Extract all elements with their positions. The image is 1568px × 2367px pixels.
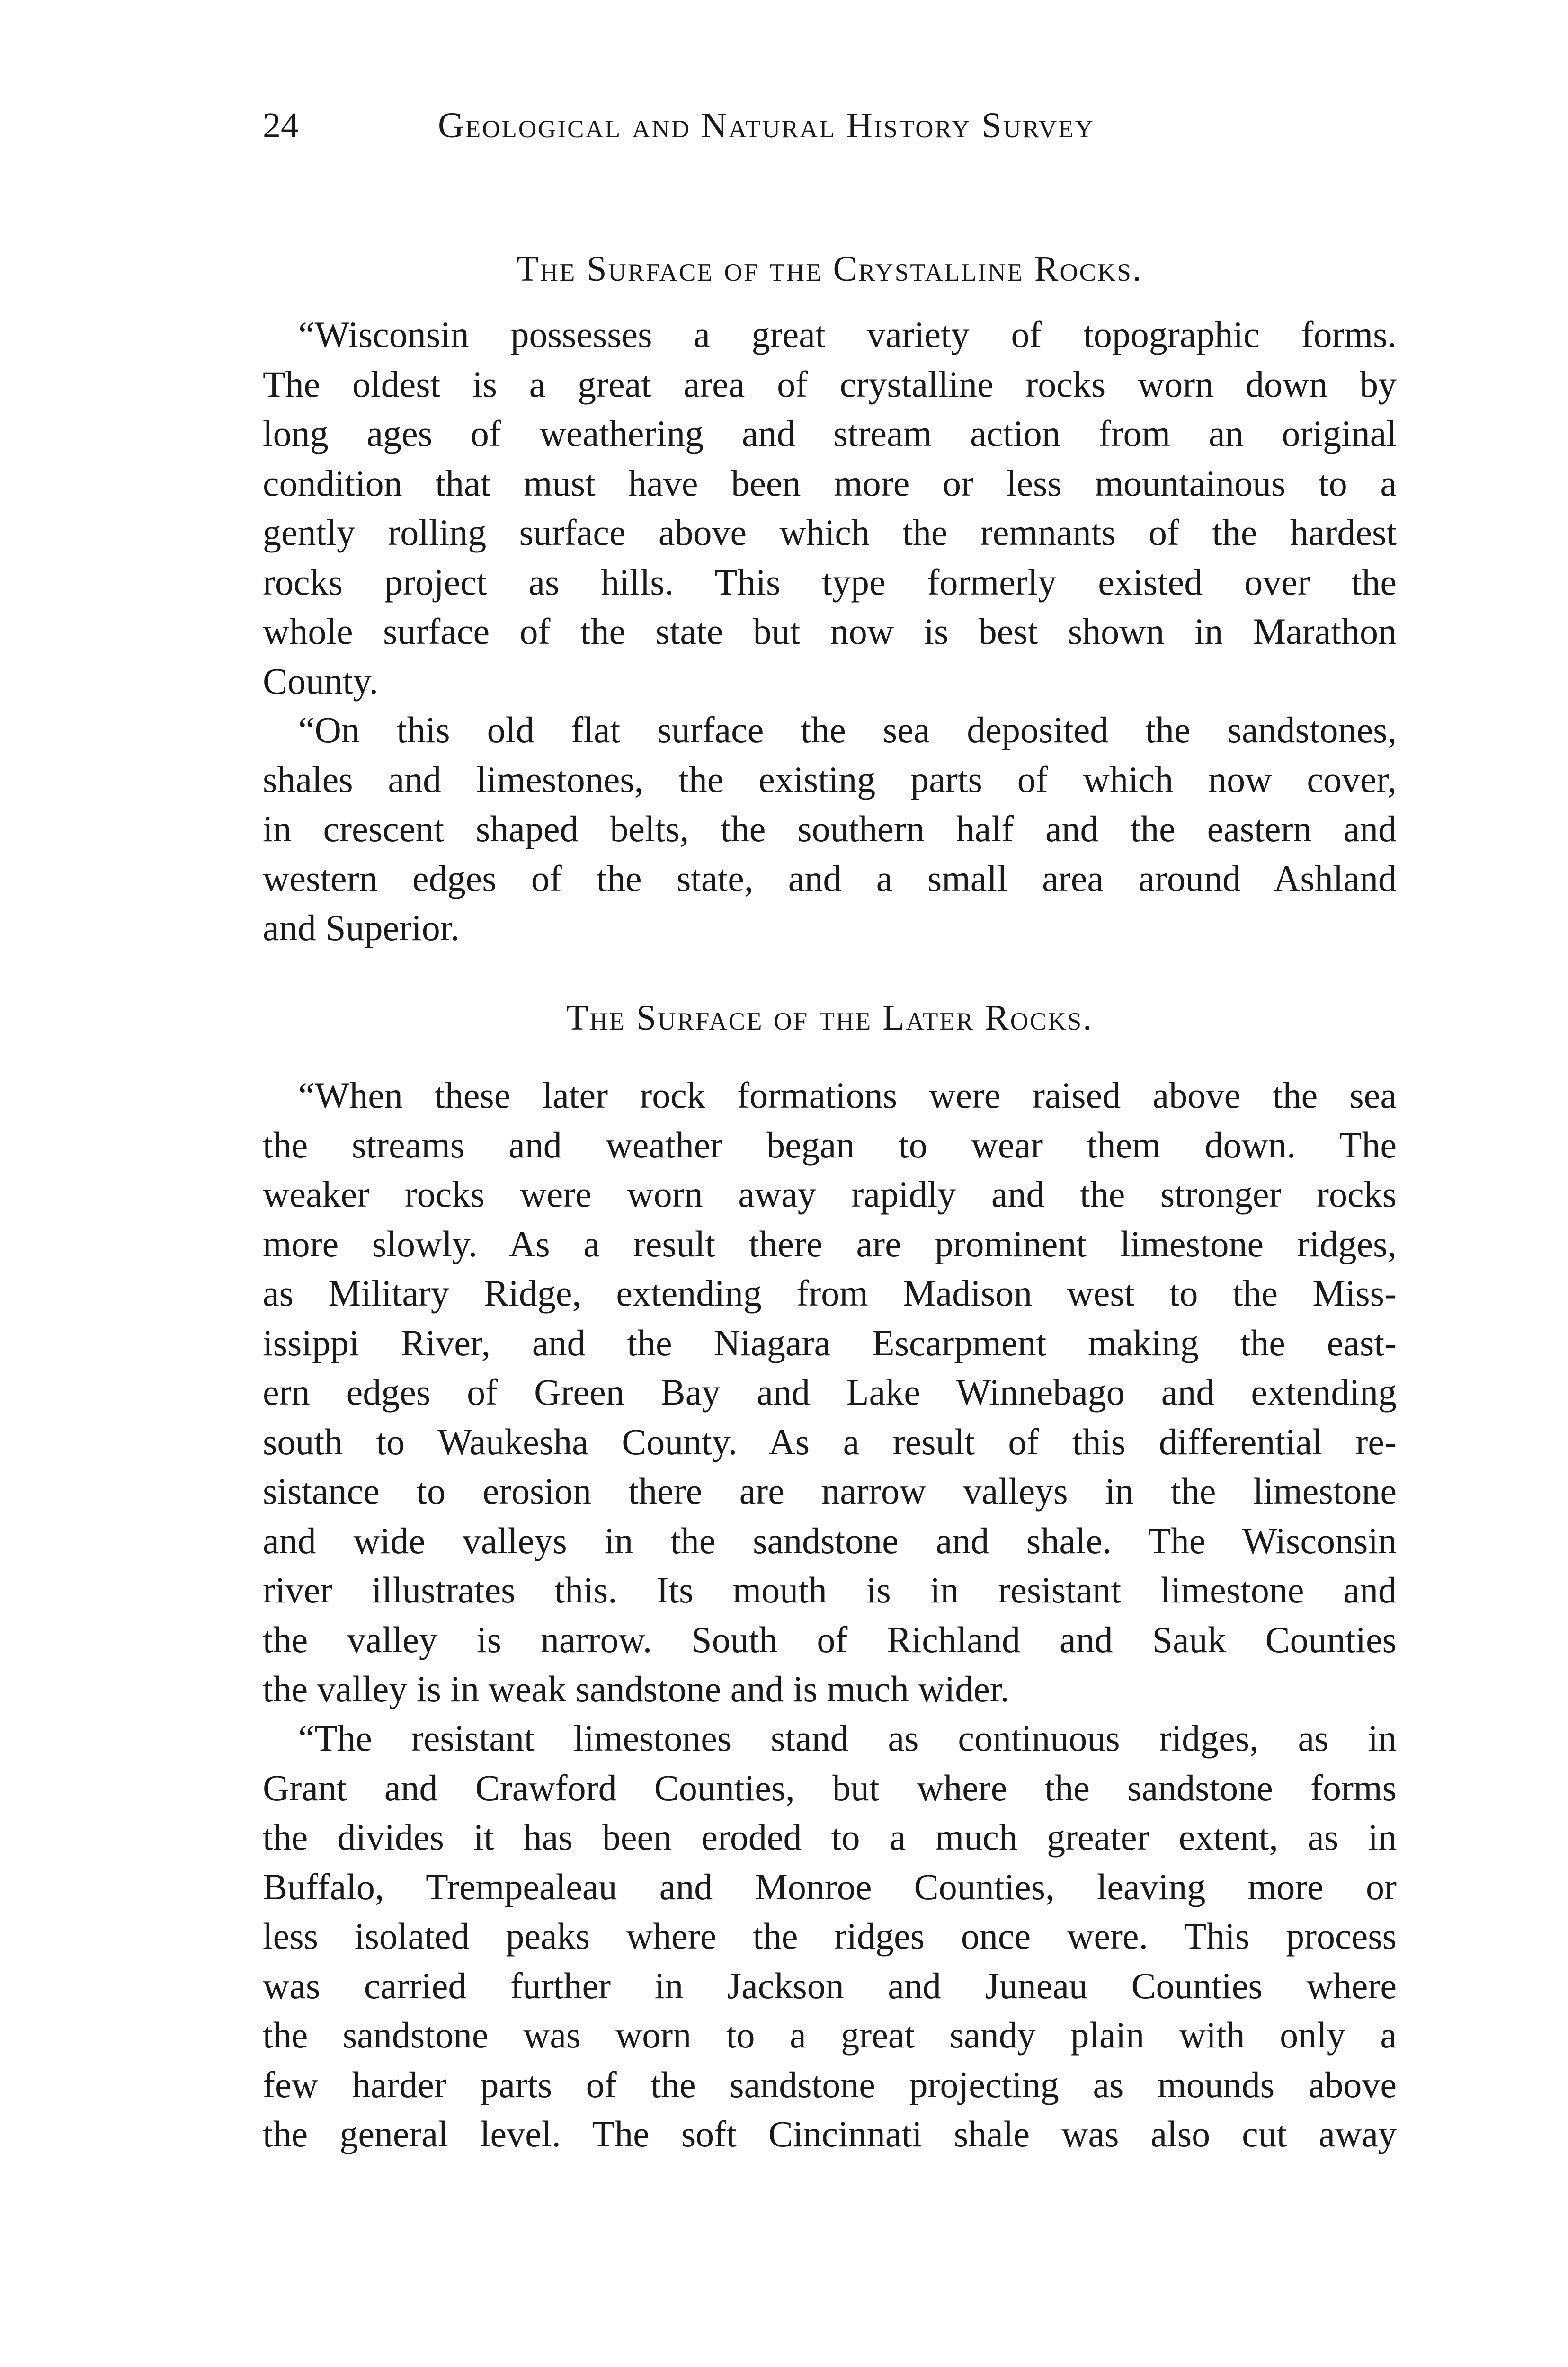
text-line: sistance to erosion there are narrow valleys in the limestone	[263, 1470, 1397, 1512]
section-heading-later-rocks: The Surface of the Later Rocks.	[566, 998, 1094, 1038]
running-head	[263, 102, 1397, 149]
text-line: the general level. The soft Cincinnati shale was also cut away	[263, 2113, 1397, 2154]
text-line: condition that must have been more or less mountainous to a	[263, 462, 1397, 504]
text-line: County.	[263, 660, 379, 702]
text-line: rocks project as hills. This type formerly existed over the	[263, 561, 1397, 603]
text-line: “On this old flat surface the sea deposited the sandstones,	[298, 709, 1397, 750]
text-line: long ages of weathering and stream action from an original	[263, 413, 1397, 454]
text-line: and Superior.	[263, 907, 460, 948]
text-line: “When these later rock formations were raised above the sea	[298, 1075, 1397, 1116]
text-line: the divides it has been eroded to a much greater extent, as in	[263, 1816, 1397, 1858]
text-line: issippi River, and the Niagara Escarpment making the east-	[263, 1322, 1397, 1363]
text-line: more slowly. As a result there are prominent limestone ridges,	[263, 1223, 1397, 1264]
text-line: shales and limestones, the existing parts of which now cover,	[263, 758, 1397, 800]
text-line: The oldest is a great area of crystalline rocks worn down by	[263, 363, 1397, 405]
text-line: whole surface of the state but now is best shown in Marathon	[263, 611, 1397, 652]
text-line: less isolated peaks where the ridges once were. This process	[263, 1915, 1397, 1957]
page-number: 24	[263, 106, 299, 145]
text-line: few harder parts of the sandstone projecting as mounds above	[263, 2064, 1397, 2105]
text-line: gently rolling surface above which the remnants of the hardest	[263, 512, 1397, 553]
text-line: weaker rocks were worn away rapidly and the stronger rocks	[263, 1174, 1397, 1215]
text-line: the sandstone was worn to a great sandy plain with only a	[263, 2014, 1397, 2056]
text-line: “The resistant limestones stand as continuous ridges, as in	[298, 1717, 1397, 1759]
paragraph-later-2	[263, 1714, 1397, 2159]
text-line: and wide valleys in the sandstone and shale. The Wisconsin	[263, 1520, 1397, 1561]
text-line: as Military Ridge, extending from Madison west to the Miss-	[263, 1272, 1397, 1314]
text-line: in crescent shaped belts, the southern half and the eastern and	[263, 808, 1397, 849]
text-line: Buffalo, Trempealeau and Monroe Counties, leaving more or	[263, 1866, 1397, 1907]
section-heading-crystalline-rocks: The Surface of the Crystalline Rocks.	[517, 249, 1143, 289]
text-line: Grant and Crawford Counties, but where the sandstone forms	[263, 1767, 1397, 1808]
text-line: western edges of the state, and a small area around Ashland	[263, 857, 1397, 899]
text-line: south to Waukesha County. As a result of this differential re-	[263, 1421, 1397, 1462]
text-line: was carried further in Jackson and Juneau Counties where	[263, 1965, 1397, 2006]
text-line: the valley is in weak sandstone and is much wider.	[263, 1668, 1009, 1709]
text-line: “Wisconsin possesses a great variety of topographic forms.	[298, 314, 1397, 355]
paragraph-crystalline-1	[263, 310, 1397, 706]
paragraph-later-1	[263, 1071, 1397, 1714]
text-line: river illustrates this. Its mouth is in resistant limestone and	[263, 1569, 1397, 1611]
text-line: the streams and weather began to wear them down. The	[263, 1124, 1397, 1166]
running-title: Geological and Natural History Survey	[438, 106, 1095, 145]
text-line: ern edges of Green Bay and Lake Winnebago and extending	[263, 1371, 1397, 1413]
book-page	[263, 0, 1397, 2367]
text-line: the valley is narrow. South of Richland and Sauk Counties	[263, 1619, 1397, 1660]
paragraph-crystalline-2	[263, 705, 1397, 953]
